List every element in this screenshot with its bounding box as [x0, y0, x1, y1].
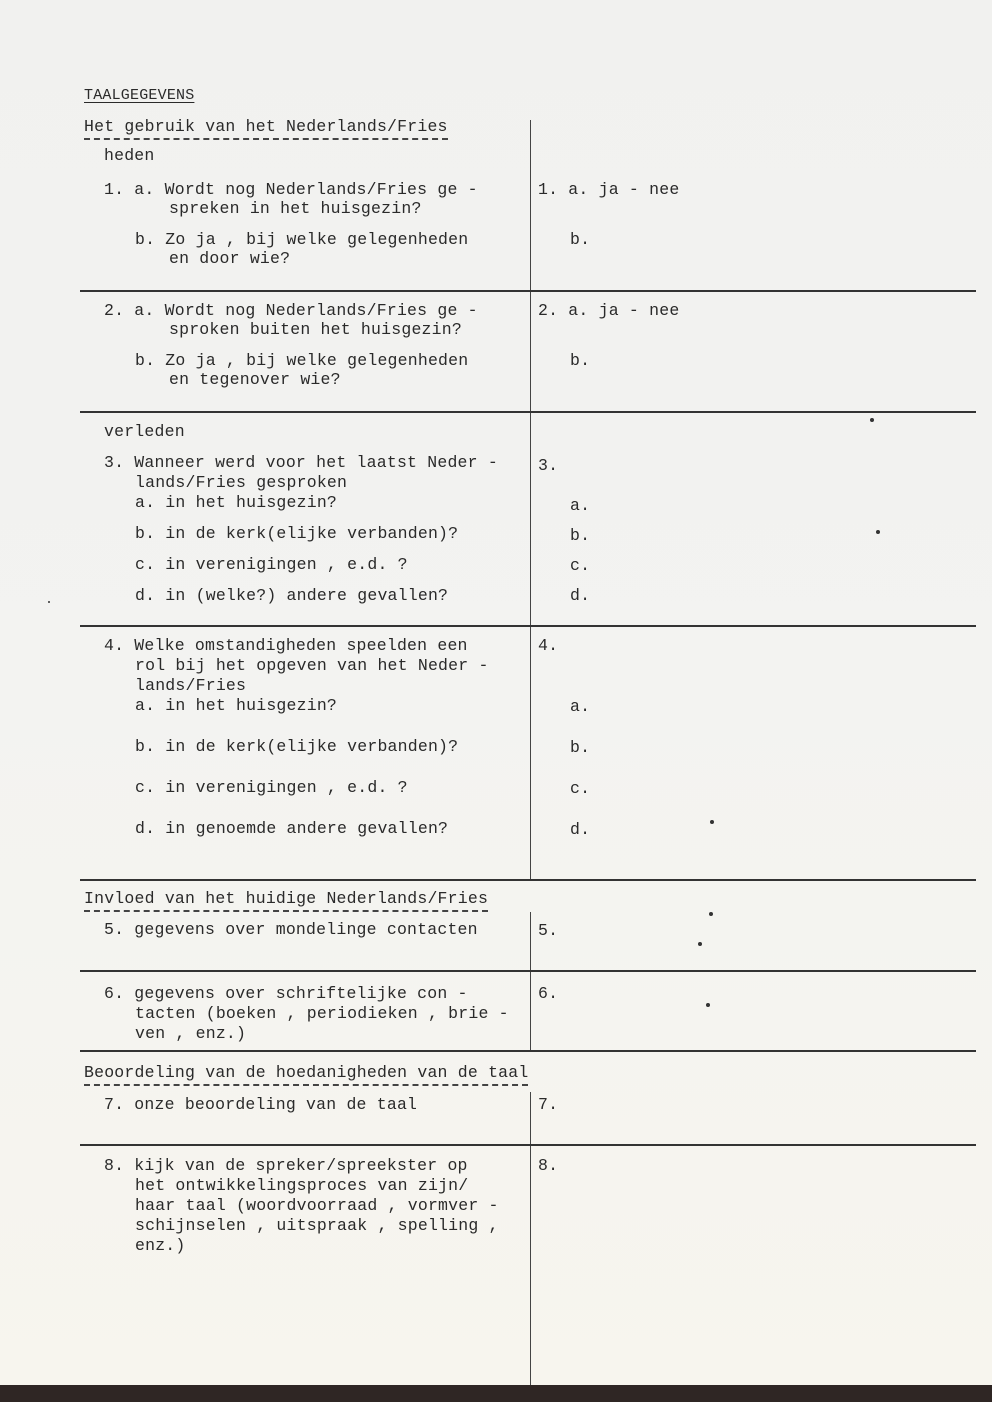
- question-8-line2: het ontwikkelingsproces van zijn/: [135, 1176, 469, 1195]
- row-divider: [80, 290, 976, 292]
- question-3a: a. in het huisgezin?: [135, 493, 338, 512]
- column-divider: [530, 120, 531, 880]
- row-divider: [80, 411, 976, 413]
- answer-4c-field[interactable]: c.: [570, 779, 591, 798]
- question-1b-line1: b. Zo ja , bij welke gelegenheden: [135, 230, 469, 249]
- row-divider: [80, 879, 976, 881]
- answer-8-field[interactable]: 8.: [538, 1156, 559, 1175]
- scan-speck: [710, 820, 714, 824]
- section-heading-gebruik: Het gebruik van het Nederlands/Fries: [84, 117, 448, 140]
- question-6-line2: tacten (boeken , periodieken , brie -: [135, 1004, 509, 1023]
- answer-4b-field[interactable]: b.: [570, 738, 591, 757]
- answer-4a-field[interactable]: a.: [570, 697, 591, 716]
- question-3c: c. in verenigingen , e.d. ?: [135, 555, 408, 574]
- question-1a-line1: 1. a. Wordt nog Nederlands/Fries ge -: [104, 180, 478, 199]
- column-divider: [530, 1092, 531, 1385]
- question-4-line1: 4. Welke omstandigheden speelden een: [104, 636, 468, 655]
- question-4c: c. in verenigingen , e.d. ?: [135, 778, 408, 797]
- answer-3b-field[interactable]: b.: [570, 526, 591, 545]
- row-divider: [80, 625, 976, 627]
- section-heading-invloed: Invloed van het huidige Nederlands/Fries: [84, 889, 488, 912]
- answer-3a-field[interactable]: a.: [570, 496, 591, 515]
- scan-speck: [48, 601, 50, 603]
- question-1a-line2: spreken in het huisgezin?: [169, 199, 422, 218]
- scan-speck: [870, 418, 874, 422]
- answer-2a-field[interactable]: 2. a. ja - nee: [538, 301, 680, 320]
- question-8-line5: enz.): [135, 1236, 186, 1255]
- question-4d: d. in genoemde andere gevallen?: [135, 819, 449, 838]
- question-3-line1: 3. Wanneer werd voor het laatst Neder -: [104, 453, 498, 472]
- answer-1a-field[interactable]: 1. a. ja - nee: [538, 180, 680, 199]
- answer-3c-field[interactable]: c.: [570, 556, 591, 575]
- question-8-line4: schijnselen , uitspraak , spelling ,: [135, 1216, 499, 1235]
- answer-3-field[interactable]: 3.: [538, 456, 559, 475]
- answer-5-field[interactable]: 5.: [538, 921, 559, 940]
- answer-3d-field[interactable]: d.: [570, 586, 591, 605]
- scan-bottom-edge: [0, 1385, 992, 1402]
- answer-4d-field[interactable]: d.: [570, 820, 591, 839]
- scan-speck: [709, 912, 713, 916]
- question-6-line3: ven , enz.): [135, 1024, 247, 1043]
- answer-1b-field[interactable]: b.: [570, 230, 591, 249]
- section-heading-beoordeling: Beoordeling van de hoedanigheden van de taal: [84, 1063, 528, 1086]
- question-2b-line2: en tegenover wie?: [169, 370, 341, 389]
- question-8-line3: haar taal (woordvoorraad , vormver -: [135, 1196, 499, 1215]
- column-divider: [530, 912, 531, 1052]
- subheading-heden: heden: [104, 146, 155, 165]
- question-1b-line2: en door wie?: [169, 249, 291, 268]
- answer-7-field[interactable]: 7.: [538, 1095, 559, 1114]
- question-2a-line1: 2. a. Wordt nog Nederlands/Fries ge -: [104, 301, 478, 320]
- row-divider: [80, 970, 976, 972]
- answer-2b-field[interactable]: b.: [570, 351, 591, 370]
- question-3b: b. in de kerk(elijke verbanden)?: [135, 524, 459, 543]
- question-6-line1: 6. gegevens over schriftelijke con -: [104, 984, 468, 1003]
- row-divider: [80, 1144, 976, 1146]
- question-3d: d. in (welke?) andere gevallen?: [135, 586, 449, 605]
- scan-speck: [876, 530, 880, 534]
- question-4-line2: rol bij het opgeven van het Neder -: [135, 656, 489, 675]
- row-divider: [80, 1050, 976, 1052]
- answer-6-field[interactable]: 6.: [538, 984, 559, 1003]
- question-7-line1: 7. onze beoordeling van de taal: [104, 1095, 418, 1114]
- question-3-line2: lands/Fries gesproken: [135, 473, 348, 492]
- question-4a: a. in het huisgezin?: [135, 696, 338, 715]
- scan-speck: [698, 942, 702, 946]
- question-5-line1: 5. gegevens over mondelinge contacten: [104, 920, 478, 939]
- subheading-verleden: verleden: [104, 422, 185, 441]
- question-4-line3: lands/Fries: [135, 676, 247, 695]
- document-title: TAALGEGEVENS: [84, 87, 195, 104]
- question-8-line1: 8. kijk van de spreker/spreekster op: [104, 1156, 468, 1175]
- question-2b-line1: b. Zo ja , bij welke gelegenheden: [135, 351, 469, 370]
- question-2a-line2: sproken buiten het huisgezin?: [169, 320, 462, 339]
- scan-speck: [706, 1003, 710, 1007]
- answer-4-field[interactable]: 4.: [538, 636, 559, 655]
- question-4b: b. in de kerk(elijke verbanden)?: [135, 737, 459, 756]
